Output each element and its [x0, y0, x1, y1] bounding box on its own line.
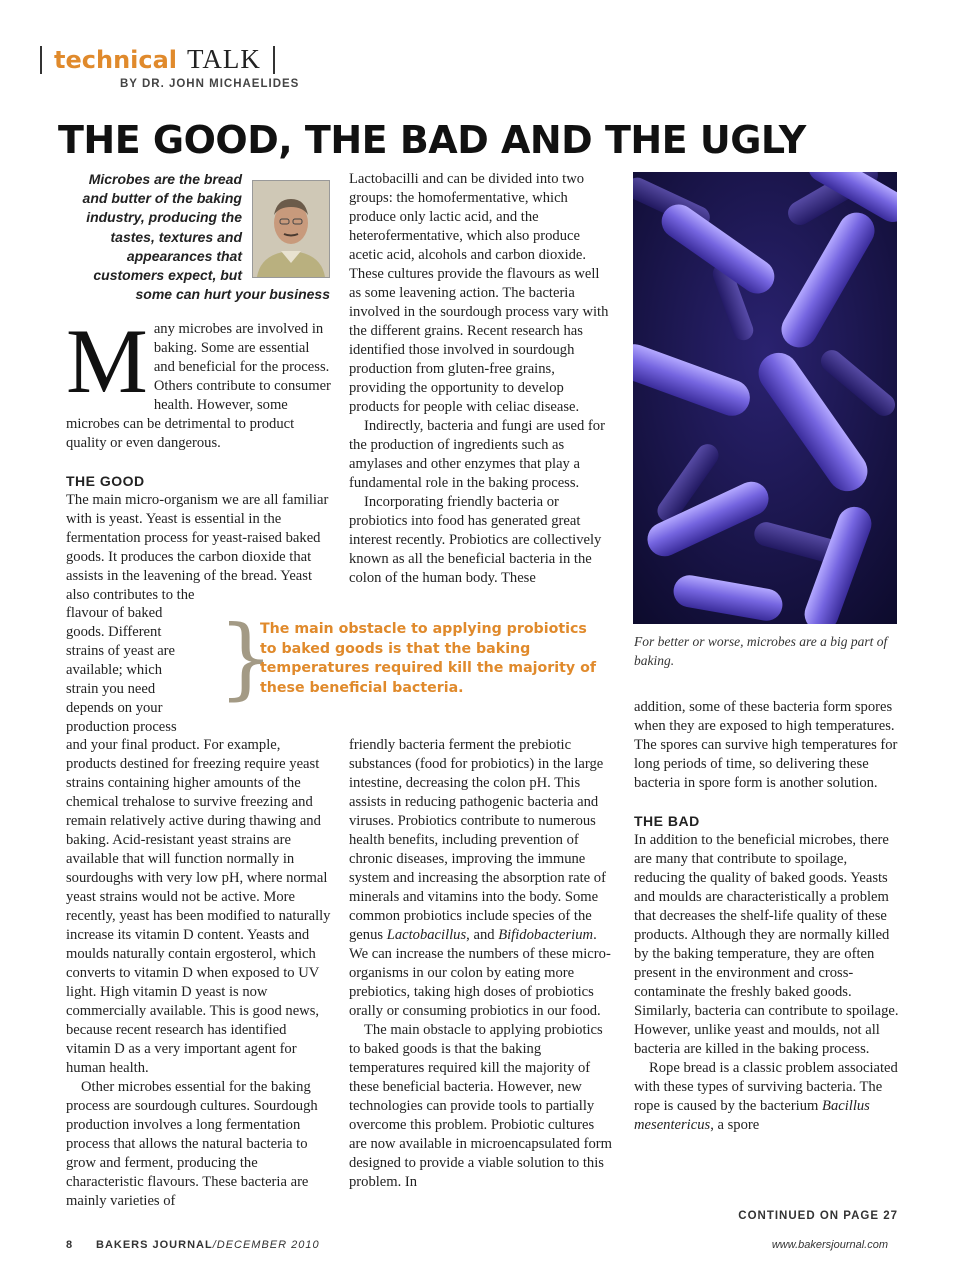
good-paragraph-1c: and your final product. For example, products destined for freezing require yeast strains containing higher amounts of the chemical trehalose to survive freezing and remain relatively active during thawing and baking. Acid-resistant yeast strains are available that will function normally in sourdoughs with very low pH, where normal yeast strains would not be active. More recently, yeast has been modified to naturally increase its vitamin D content. Yeasts and moulds naturally contain ergosterol, which converts to vitamin D when exposed to UV light. High vitamin D yeast is now commercially available. This is good news, because recent research has identified vitamin D as a very important agent for human health.: [66, 737, 331, 1076]
deck-line: tastes, textures and: [110, 228, 242, 245]
drop-cap: M: [66, 310, 148, 412]
footer-magazine: [96, 1239, 320, 1251]
footer-url: www.bakersjournal.com: [771, 1239, 888, 1251]
bacterium-name: Bacillus mesentericus: [634, 1098, 870, 1133]
intro-text: any microbes are involved in baking. Some are essential and beneficial for the process. Others contribute to consumer health. However, some microbes can be detrimental to product quality or even dangerous.: [66, 321, 331, 451]
article-headline: THE GOOD, THE BAD AND THE UGLY: [58, 118, 806, 162]
header-bar-right: [273, 46, 275, 74]
pull-quote-text: The main obstacle to applying probiotics to baked goods is that the baking temperatures required kill the majority of these beneficial bacteria.: [260, 621, 596, 696]
column-1-bottom: [66, 736, 332, 1211]
page-number: 8: [66, 1239, 73, 1251]
column-2-bottom: [349, 736, 615, 1192]
subhead-bad: THE BAD: [634, 813, 700, 829]
genus-name: Bifidobacterium: [498, 927, 594, 943]
deck-line: appearances that: [126, 247, 242, 264]
bad-paragraph-2: [634, 1059, 900, 1135]
deck-line: and butter of the baking: [82, 190, 242, 207]
conjunction: , and: [466, 927, 499, 943]
byline: BY DR. JOHN MICHAELIDES: [120, 78, 300, 90]
author-photo: [252, 180, 330, 278]
deck-line: some can hurt your business: [135, 286, 330, 303]
col2-paragraph-2: Indirectly, bacteria and fungi are used for the production of ingredients such as amylases and other enzymes that play a fundamental role in the baking process.: [349, 418, 605, 491]
bacteria-photo: [633, 172, 897, 624]
pull-quote: [218, 606, 598, 712]
issue-date: /DECEMBER 2010: [212, 1239, 320, 1251]
deck: [60, 170, 330, 304]
good-paragraph-1a: The main micro-organism we are all familiar with is yeast. Yeast is essential in the fermentation process for yeast-raised baked goods. It produces the carbon dioxide that assists in the leavening of the bread. Yeast also contributes to the: [66, 492, 329, 603]
deck-line: Microbes are the bread: [88, 171, 242, 187]
header-bar-left: [40, 46, 42, 74]
column-1-top: [66, 310, 332, 605]
col2-paragraph-1: Lactobacilli and can be divided into two groups: the homofermentative, which produce only lactic acid, and the heterofermentative, which also produce acetic acid, alcohols and carbon dioxide. These cultures provide the flavours as well as some leavening action. The bacteria involved in the sourdough process vary with the different grains. Recent research has identified those involved in sourdough production from gluten-free grains, providing the opportunity to develop products for people with celiac disease.: [349, 171, 609, 415]
col2-paragraph-3: Incorporating friendly bacteria or probiotics into food has generated great interest recently. Probiotics are collectively known as all the beneficial bacteria in the colon of the human body. These: [349, 494, 602, 586]
deck-line: customers expect, but: [93, 267, 242, 284]
continued-note: CONTINUED ON PAGE 27: [738, 1210, 898, 1222]
rope-text: Rope bread is a classic problem associated with these types of surviving bacteria. The rope is caused by the bacterium: [634, 1060, 898, 1114]
photo-caption: For better or worse, microbes are a big part of baking.: [634, 634, 888, 668]
rope-text-end: , a spore: [710, 1117, 760, 1133]
probiotics-text: friendly bacteria ferment the prebiotic substances (food for probiotics) in the large intestine, decreasing the colon pH. This assists in reducing pathogenic bacteria and viruses. Probiotics contribute to numerous health benefits, including prevention of chronic diseases, improving the immune system and increasing the absorption rate of minerals and vitamins into the body. Some common probiotics include species of the genus: [349, 737, 606, 943]
section-name: TALK: [187, 44, 261, 74]
subhead-good: THE GOOD: [66, 473, 145, 489]
section-header: [40, 44, 275, 78]
col2-paragraph-5: The main obstacle to applying probiotics to baked goods is that the baking temperatures required kill the majority of these beneficial bacteria. However, new technologies can provide tools to partially overcome this problem. Probiotic cultures are now available in microencapsulated form designed to provide a viable solution to this problem. In: [349, 1022, 612, 1190]
genus-name: Lactobacillus: [386, 927, 467, 943]
magazine-name: BAKERS JOURNAL: [96, 1239, 213, 1251]
intro-paragraph: [66, 310, 332, 453]
column-1-narrow: [66, 604, 188, 737]
good-paragraph-1b: flavour of baked goods. Different strains of yeast are available; which strain you need depends on your production process: [66, 605, 177, 735]
col3-paragraph-1: addition, some of these bacteria form spores when they are exposed to high temperatures. The spores can survive high temperatures for long periods of time, so delivering these bacteria in spore form is another solution.: [634, 699, 898, 791]
bad-paragraph-1: In addition to the beneficial microbes, there are many that contribute to spoilage, reducing the quality of baked goods. Yeasts and moulds are characteristically a problem that decreases the shelf-life quality of these products. Although they are normally killed by the baking temperature, they are often present in the environment and cross-contaminate the freshly baked goods. Similarly, bacteria can contribute to spoilage. However, unlike yeast and moulds, not all bacteria are killed in the baking process.: [634, 832, 899, 1057]
section-kicker: technical: [54, 45, 178, 74]
deck-line: industry, producing the: [86, 209, 242, 226]
brace-icon: }: [218, 606, 274, 709]
probiotics-text-end: . We can increase the numbers of these micro-organisms in our colon by eating more prebiotics, taking high doses of probiotics orally or consuming probiotics in our food.: [349, 927, 611, 1019]
column-2-top: [349, 170, 615, 588]
column-3: [634, 698, 900, 1135]
good-paragraph-2: Other microbes essential for the baking process are sourdough cultures. Sourdough production involves a long fermentation process that allows the natural bacteria to grow and ferment, producing the characteristic flavours. These bacteria are mainly varieties of: [66, 1079, 318, 1209]
col2-paragraph-4: [349, 736, 615, 1021]
